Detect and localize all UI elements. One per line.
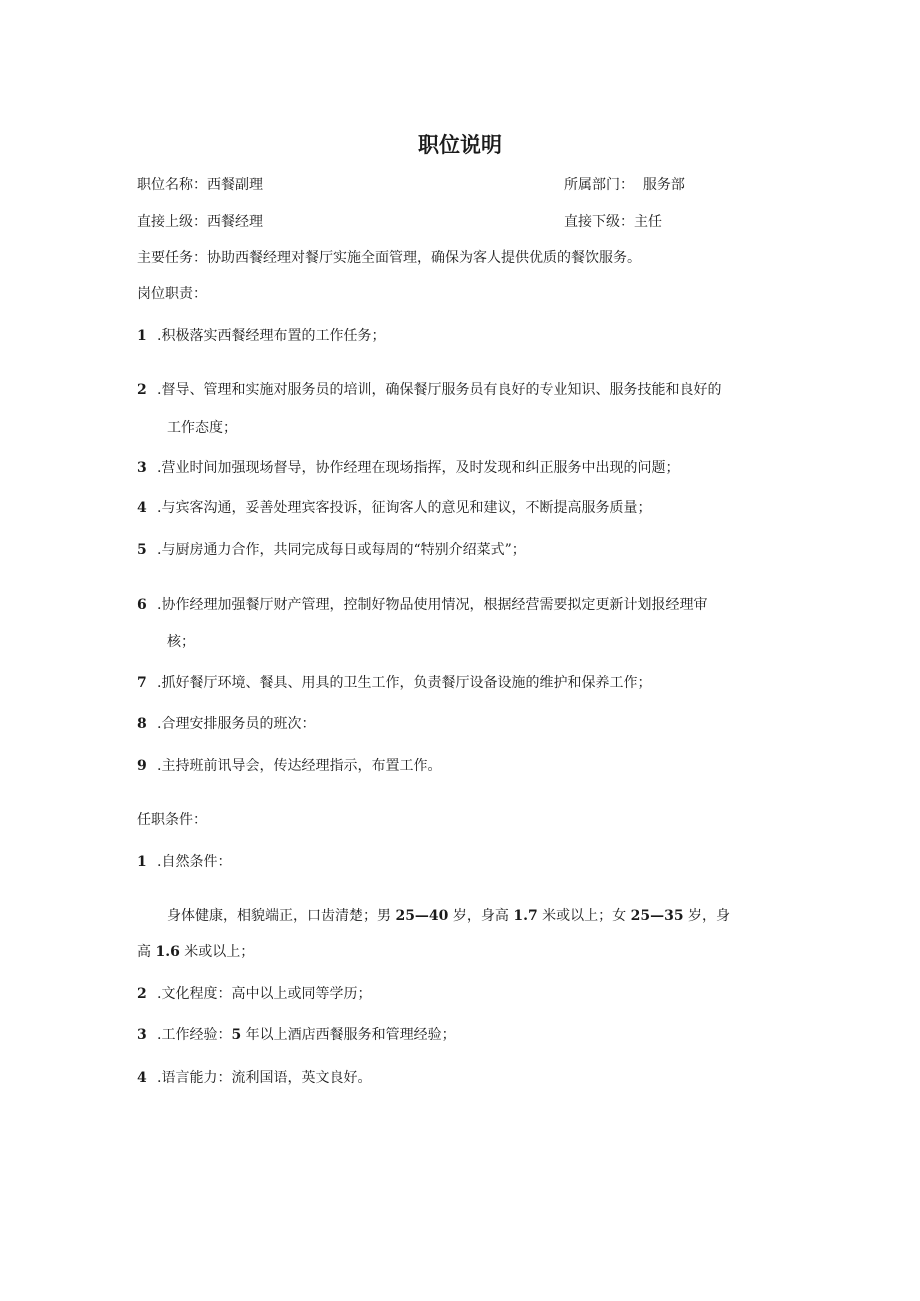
duty-text: .督导、管理和实施对服务员的培训，确保餐厅服务员有良好的专业知识、服务技能和良好的 (157, 382, 722, 398)
female-age-range: 25—35 (630, 908, 684, 924)
duty-item (137, 380, 721, 400)
duty-item (137, 540, 526, 560)
requirement-item (137, 1025, 456, 1045)
duties-heading: 岗位职责： (137, 286, 207, 302)
physical-text: 高 (137, 944, 156, 960)
direct-superior: 直接上级：西餐经理 (137, 214, 263, 230)
duty-continuation: 工作态度； (167, 420, 237, 436)
direct-subordinate: 直接下级：主任 (564, 214, 662, 230)
duty-number: 5 (137, 542, 147, 558)
duty-number: 4 (137, 500, 147, 516)
physical-text: 米或以上； (179, 944, 255, 960)
requirement-item (137, 984, 371, 1004)
duty-continuation: 核； (167, 634, 195, 650)
requirement-item (137, 1068, 371, 1088)
duty-item (137, 458, 679, 478)
male-height: 1.7 (513, 908, 538, 924)
duty-text: .主持班前讯导会，传达经理指示，布置工作。 (157, 758, 442, 774)
page-title: 职位说明 (418, 133, 502, 157)
requirement-text: .自然条件： (157, 854, 232, 870)
duty-item (137, 498, 651, 518)
requirement-number: 2 (137, 986, 147, 1002)
duty-item (137, 595, 707, 615)
duty-item (137, 673, 651, 693)
duty-number: 6 (137, 597, 147, 613)
position-name: 职位名称：西餐副理 (137, 177, 263, 193)
duty-number: 8 (137, 716, 147, 732)
requirement-text: .文化程度：高中以上或同等学历； (157, 986, 372, 1002)
duty-text: .合理安排服务员的班次： (157, 716, 316, 732)
female-height: 1.6 (155, 944, 180, 960)
requirement-item (137, 852, 231, 872)
requirement-text: .语言能力：流利国语，英文良好。 (157, 1070, 372, 1086)
physical-text: 岁，身高 (448, 908, 514, 924)
duty-text: .与宾客沟通，妥善处理宾客投诉，征询客人的意见和建议，不断提高服务质量； (157, 500, 652, 516)
requirement-number: 1 (137, 854, 147, 870)
requirement-number: 4 (137, 1070, 147, 1086)
duty-number: 7 (137, 675, 147, 691)
duty-number: 9 (137, 758, 147, 774)
physical-text: 岁，身 (683, 908, 731, 924)
duty-text: .与厨房通力合作，共同完成每日或每周的“特别介绍菜式”； (157, 542, 526, 558)
physical-conditions-line2 (137, 942, 254, 962)
duty-number: 3 (137, 460, 147, 476)
duty-text: .积极落实西餐经理布置的工作任务； (157, 328, 386, 344)
duty-item (137, 714, 315, 734)
duty-number: 1 (137, 328, 147, 344)
requirement-text: 年以上酒店西餐服务和管理经验； (241, 1027, 456, 1043)
duty-text: .营业时间加强现场督导，协作经理在现场指挥，及时发现和纠正服务中出现的问题； (157, 460, 680, 476)
duty-item (137, 756, 441, 776)
duty-number: 2 (137, 382, 147, 398)
physical-text: 身体健康，相貌端正，口齿清楚；男 (167, 908, 396, 924)
main-task: 主要任务：协助西餐经理对餐厅实施全面管理，确保为客人提供优质的餐饮服务。 (137, 250, 641, 266)
physical-text: 米或以上；女 (537, 908, 631, 924)
duty-item (137, 326, 385, 346)
physical-conditions-line1 (167, 906, 730, 926)
male-age-range: 25—40 (395, 908, 449, 924)
requirement-number: 3 (137, 1027, 147, 1043)
duty-text: .协作经理加强餐厅财产管理，控制好物品使用情况，根据经营需要拟定更新计划报经理审 (157, 597, 708, 613)
requirement-text: .工作经验： (157, 1027, 232, 1043)
requirements-heading: 任职条件： (137, 812, 207, 828)
experience-years: 5 (231, 1027, 242, 1043)
duty-text: .抓好餐厅环境、餐具、用具的卫生工作，负责餐厅设备设施的维护和保养工作； (157, 675, 652, 691)
department: 所属部门： 服务部 (564, 177, 685, 193)
